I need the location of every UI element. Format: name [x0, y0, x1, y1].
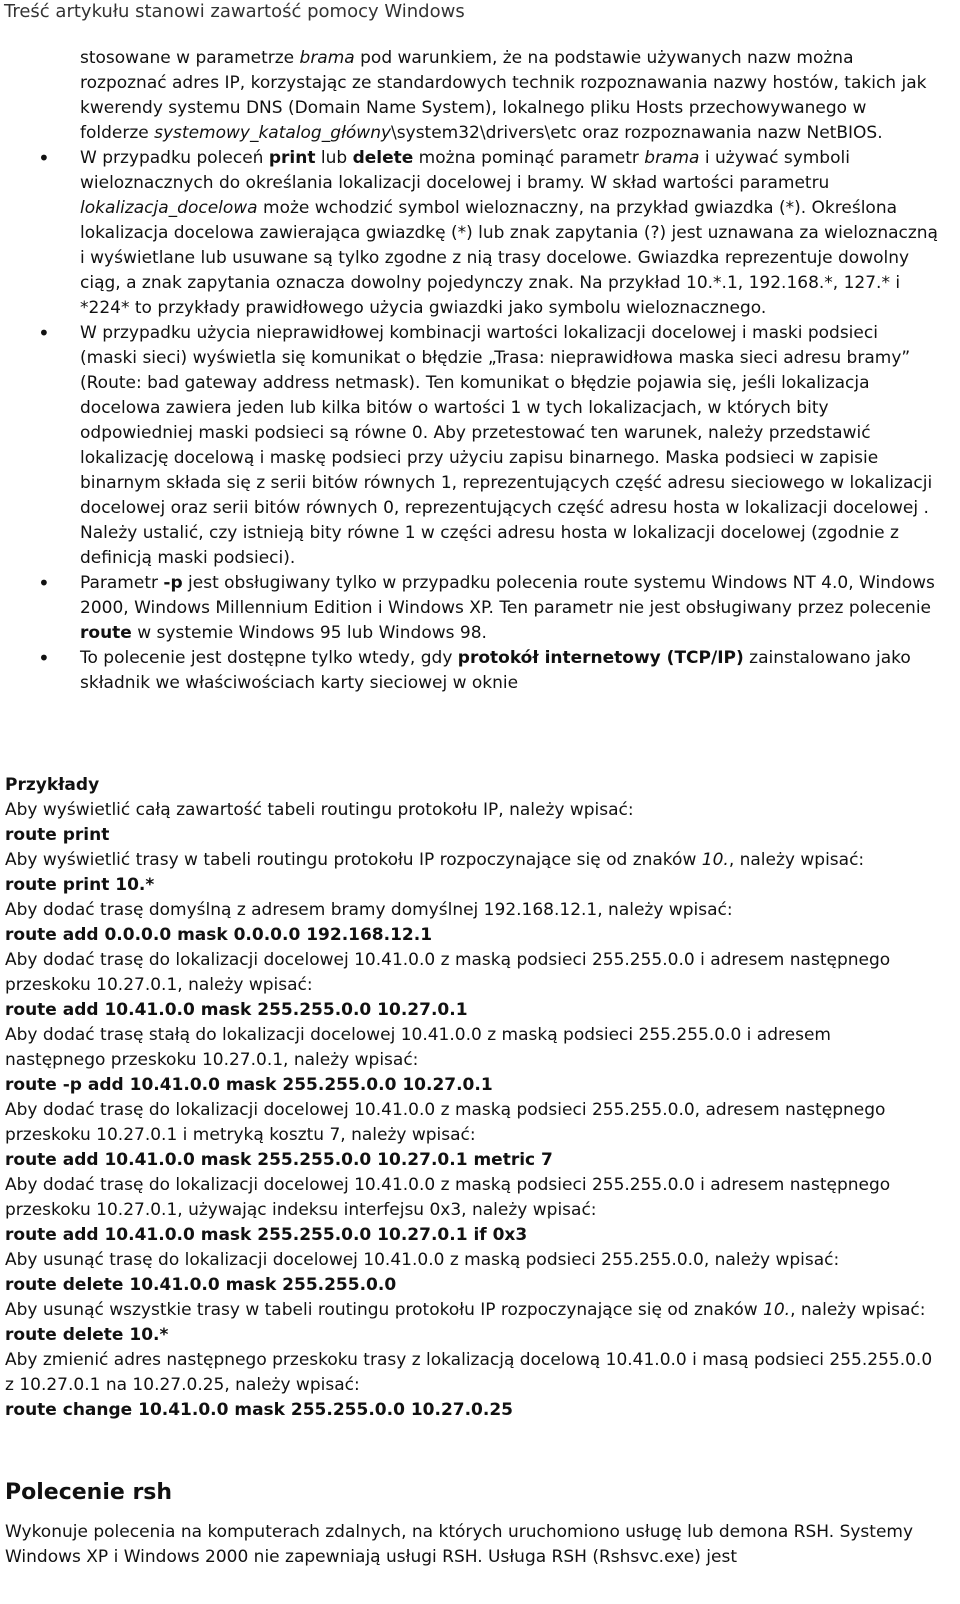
example-description: Aby dodać trasę do lokalizacji docelowej 10.41.0.0 z maską podsieci 255.255.0.0 i adresem następnego przeskoku 10.27.0.1, używając indeksu interfejsu 0x3, należy wpisać: [5, 1175, 891, 1220]
example-command: route delete 10.41.0.0 mask 255.255.0.0 [5, 1275, 397, 1295]
example-description: Aby zmienić adres następnego przeskoku trasy z lokalizacją docelową 10.41.0.0 i masą podsieci 255.255.0.0 z 10.27.0.1 na 10.27.0.25, należy wpisać: [5, 1350, 933, 1395]
example-command: route add 10.41.0.0 mask 255.255.0.0 10.27.0.1 [5, 1000, 468, 1020]
example-command: route -p add 10.41.0.0 mask 255.255.0.0 10.27.0.1 [5, 1075, 493, 1095]
rsh-heading: Polecenie rsh [5, 1480, 173, 1505]
rsh-description: Wykonuje polecenia na komputerach zdalnych, na których uruchomiono usługę lub demona RSH. Systemy Windows XP i Windows 2000 nie zapewniają usługi RSH. Usługa RSH (Rshsvc.exe) jest [5, 1522, 914, 1567]
list-item: stosowane w parametrze brama pod warunkiem, że na podstawie używanych nazw można rozpoznać adres IP, korzystając ze standardowych technik rozpoznawania nazwy hostów, takich jak kwerendy systemu DNS (Domain Name System), lokalnego pliku Hosts przechowywanego w folderze systemowy_katalog_główny\system32\drivers\etc oraz rozpoznawania nazw NetBIOS. [80, 48, 927, 143]
notes-list [0, 46, 956, 696]
example-command: route add 10.41.0.0 mask 255.255.0.0 10.27.0.1 metric 7 [5, 1150, 553, 1170]
example-description: Aby wyświetlić trasy w tabeli routingu protokołu IP rozpoczynające się od znaków 10., należy wpisać: [5, 850, 865, 870]
example-command: route add 10.41.0.0 mask 255.255.0.0 10.27.0.1 if 0x3 [5, 1225, 528, 1245]
example-command: route print [5, 825, 110, 845]
example-command: route change 10.41.0.0 mask 255.255.0.0 10.27.0.25 [5, 1400, 513, 1420]
example-command: route print 10.* [5, 875, 155, 895]
examples-section [5, 773, 935, 1423]
example-command: route delete 10.* [5, 1325, 169, 1345]
examples-title: Przykłady [5, 775, 100, 795]
content [0, 46, 956, 696]
example-description: Aby dodać trasę domyślną z adresem bramy domyślnej 192.168.12.1, należy wpisać: [5, 900, 733, 920]
example-description: Aby wyświetlić całą zawartość tabeli routingu protokołu IP, należy wpisać: [5, 800, 634, 820]
example-description: Aby usunąć wszystkie trasy w tabeli routingu protokołu IP rozpoczynające się od znaków 10., należy wpisać: [5, 1300, 926, 1320]
list-item: • W przypadku poleceń print lub delete można pominąć parametr brama i używać symboli wieloznacznych do określania lokalizacji docelowej i bramy. W skład wartości parametru lokalizacja_docelowa może wchodzić symbol wieloznaczny, na przykład gwiazdka (*). Określona lokalizacja docelowa zawierająca gwiazdkę (*) lub znak zapytania (?) jest uznawana za wieloznaczną i wyświetlane lub usuwane są tylko zgodne z nią trasy docelowe. Gwiazdka reprezentuje dowolny ciąg, a znak zapytania oznacza dowolny pojedynczy znak. Na przykład 10.*.1, 192.168.*, 127.* i *224* to przykłady prawidłowego użycia gwiazdki jako symbolu wieloznacznego. [0, 146, 956, 321]
example-description: Aby dodać trasę stałą do lokalizacji docelowej 10.41.0.0 z maską podsieci 255.255.0.0 i adresem następnego przeskoku 10.27.0.1, należy wpisać: [5, 1025, 831, 1070]
example-description: Aby usunąć trasę do lokalizacji docelowej 10.41.0.0 z maską podsieci 255.255.0.0, należy wpisać: [5, 1250, 840, 1270]
list-item: • Parametr -p jest obsługiwany tylko w przypadku polecenia route systemu Windows NT 4.0, Windows 2000, Windows Millennium Edition i Windows XP. Ten parametr nie jest obsługiwany przez polecenie route w systemie Windows 95 lub Windows 98. [0, 571, 956, 646]
example-command: route add 0.0.0.0 mask 0.0.0.0 192.168.12.1 [5, 925, 433, 945]
example-description: Aby dodać trasę do lokalizacji docelowej 10.41.0.0 z maską podsieci 255.255.0.0, adresem następnego przeskoku 10.27.0.1 i metryką kosztu 7, należy wpisać: [5, 1100, 886, 1145]
example-description: Aby dodać trasę do lokalizacji docelowej 10.41.0.0 z maską podsieci 255.255.0.0 i adresem następnego przeskoku 10.27.0.1, należy wpisać: [5, 950, 891, 995]
list-item: • W przypadku użycia nieprawidłowej kombinacji wartości lokalizacji docelowej i maski podsieci (maski sieci) wyświetla się komunikat o błędzie „Trasa: nieprawidłowa maska sieci adresu bramy” (Route: bad gateway address netmask). Ten komunikat o błędzie pojawia się, jeśli lokalizacja docelowa zawiera jeden lub kilka bitów o wartości 1 w tych lokalizacjach, w których bity odpowiedniej maski podsieci są równe 0. Aby przetestować ten warunek, należy przedstawić lokalizację docelową i maskę podsieci przy użyciu zapisu binarnego. Maska podsieci w zapisie binarnym składa się z serii bitów równych 1, reprezentujących część adresu sieciowego w lokalizacji docelowej oraz serii bitów równych 0, reprezentujących część adresu hosta w lokalizacji docelowej . Należy ustalić, czy istnieją bity równe 1 w części adresu hosta w lokalizacji docelowej (zgodnie z definicją maski podsieci). [0, 321, 956, 571]
page-header: Treść artykułu stanowi zawartość pomocy Windows [4, 1, 465, 22]
list-item: • To polecenie jest dostępne tylko wtedy, gdy protokół internetowy (TCP/IP) zainstalowano jako składnik we właściwościach karty sieciowej w oknie [0, 646, 956, 696]
